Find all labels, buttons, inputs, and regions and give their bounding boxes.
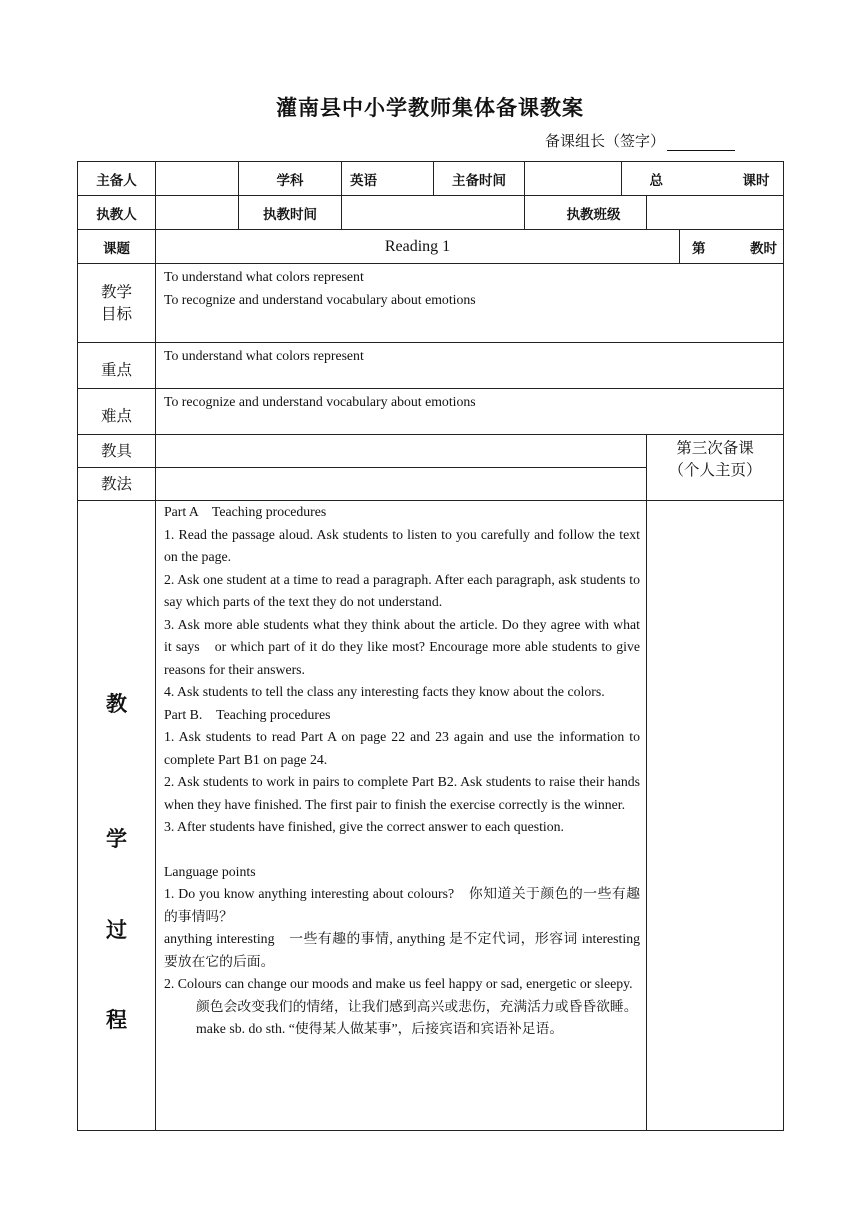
process-char: 程 <box>106 1008 127 1032</box>
signature-blank[interactable] <box>667 136 735 151</box>
procedure-item: 1. Ask students to read Part A on page 22 and 23 again and use the information to complete Part B1 on page 24. <box>164 729 640 767</box>
goals-content[interactable] <box>156 264 784 343</box>
total-lessons-cell[interactable] <box>622 162 784 196</box>
language-point: 1. Do you know anything interesting about colours? 你知道关于颜色的一些有趣的事情吗？ <box>164 886 640 924</box>
language-points-title: Language points <box>164 863 256 879</box>
key-point-label: 重点 <box>78 343 156 389</box>
difficult-point-content[interactable]: To recognize and understand vocabulary about emotions <box>156 389 784 435</box>
process-content[interactable] <box>156 501 647 1131</box>
topic-value[interactable]: Reading 1 <box>156 230 680 264</box>
method-value[interactable] <box>156 468 647 501</box>
teacher-label: 执教人 <box>78 196 156 230</box>
tools-label: 教具 <box>78 435 156 468</box>
part-b-title: Part B. Teaching procedures <box>164 706 331 722</box>
third-prep-subtitle: （个人主页） <box>668 461 762 479</box>
process-notes[interactable] <box>647 501 784 1131</box>
document-title: 灌南县中小学教师集体备课教案 <box>276 96 584 120</box>
third-prep-title: 第三次备课 <box>676 439 754 457</box>
method-label: 教法 <box>78 468 156 501</box>
prep-time-label: 主备时间 <box>434 162 525 196</box>
prep-time-value[interactable] <box>525 162 622 196</box>
process-char: 过 <box>106 918 127 942</box>
teacher-value[interactable] <box>156 196 239 230</box>
subject-label: 学科 <box>239 162 342 196</box>
goals-label <box>78 264 156 343</box>
language-point: 颜色会改变我们的情绪，让我们感到高兴或悲伤，充满活力或昏昏欲睡。 <box>196 998 638 1014</box>
teach-time-value[interactable] <box>342 196 525 230</box>
total-unit-label: 课时 <box>742 172 770 189</box>
signer-field <box>545 130 735 151</box>
procedure-item: 3. Ask more able students what they think about the article. Do they agree with what it says or which part of it do they like most? Encourage more able students to give reasons for their answers. <box>164 616 640 677</box>
third-prep-cell <box>647 435 784 501</box>
subject-value[interactable]: 英语 <box>342 162 434 196</box>
key-point-content[interactable]: To understand what colors represent <box>156 343 784 389</box>
teach-time-label: 执教时间 <box>239 196 342 230</box>
total-label: 总 <box>649 172 663 189</box>
class-label: 执教班级 <box>525 196 647 230</box>
procedure-item: 2. Ask one student at a time to read a paragraph. After each paragraph, ask students to say which parts of the text they do not understand. <box>164 571 640 609</box>
topic-label: 课题 <box>78 230 156 264</box>
tools-value[interactable] <box>156 435 647 468</box>
goal-item: To understand what colors represent <box>164 269 364 284</box>
procedure-item: 4. Ask students to tell the class any interesting facts they know about the colors. <box>164 684 605 699</box>
lesson-label: 第 <box>692 240 706 257</box>
class-value[interactable] <box>647 196 784 230</box>
signer-label: 备课组长（签字） <box>545 132 666 150</box>
procedure-item: 3. After students have finished, give the correct answer to each question. <box>164 819 564 834</box>
lead-teacher-value[interactable] <box>156 162 239 196</box>
lesson-plan-table <box>77 161 784 1131</box>
goals-label-line2: 目标 <box>100 305 132 323</box>
goal-item: To recognize and understand vocabulary about emotions <box>164 291 476 307</box>
process-char: 学 <box>106 827 127 851</box>
lesson-number-cell[interactable] <box>680 230 784 264</box>
procedure-item: 1. Read the passage aloud. Ask students to listen to you carefully and follow the text on the page. <box>164 526 640 564</box>
process-label <box>78 501 156 1131</box>
part-a-title: Part A Teaching procedures <box>164 504 327 519</box>
goals-label-line1: 教学 <box>100 283 132 301</box>
language-point: make sb. do sth. “使得某人做某事”，后接宾语和宾语补足语。 <box>196 1021 564 1036</box>
lesson-unit-label: 教时 <box>750 240 777 257</box>
difficult-point-label: 难点 <box>78 389 156 435</box>
lead-teacher-label: 主备人 <box>78 162 156 196</box>
process-char: 教 <box>106 692 127 716</box>
procedure-item: 2. Ask students to work in pairs to complete Part B2. Ask students to raise their hands when they have finished. The first pair to finish the exercise correctly is the winner. <box>164 774 640 812</box>
language-point: anything interesting 一些有趣的事情, anything 是不定代词，形容词 interesting 要放在它的后面。 <box>164 931 640 969</box>
language-point: 2. Colours can change our moods and make us feel happy or sad, energetic or sleepy. <box>164 976 633 991</box>
